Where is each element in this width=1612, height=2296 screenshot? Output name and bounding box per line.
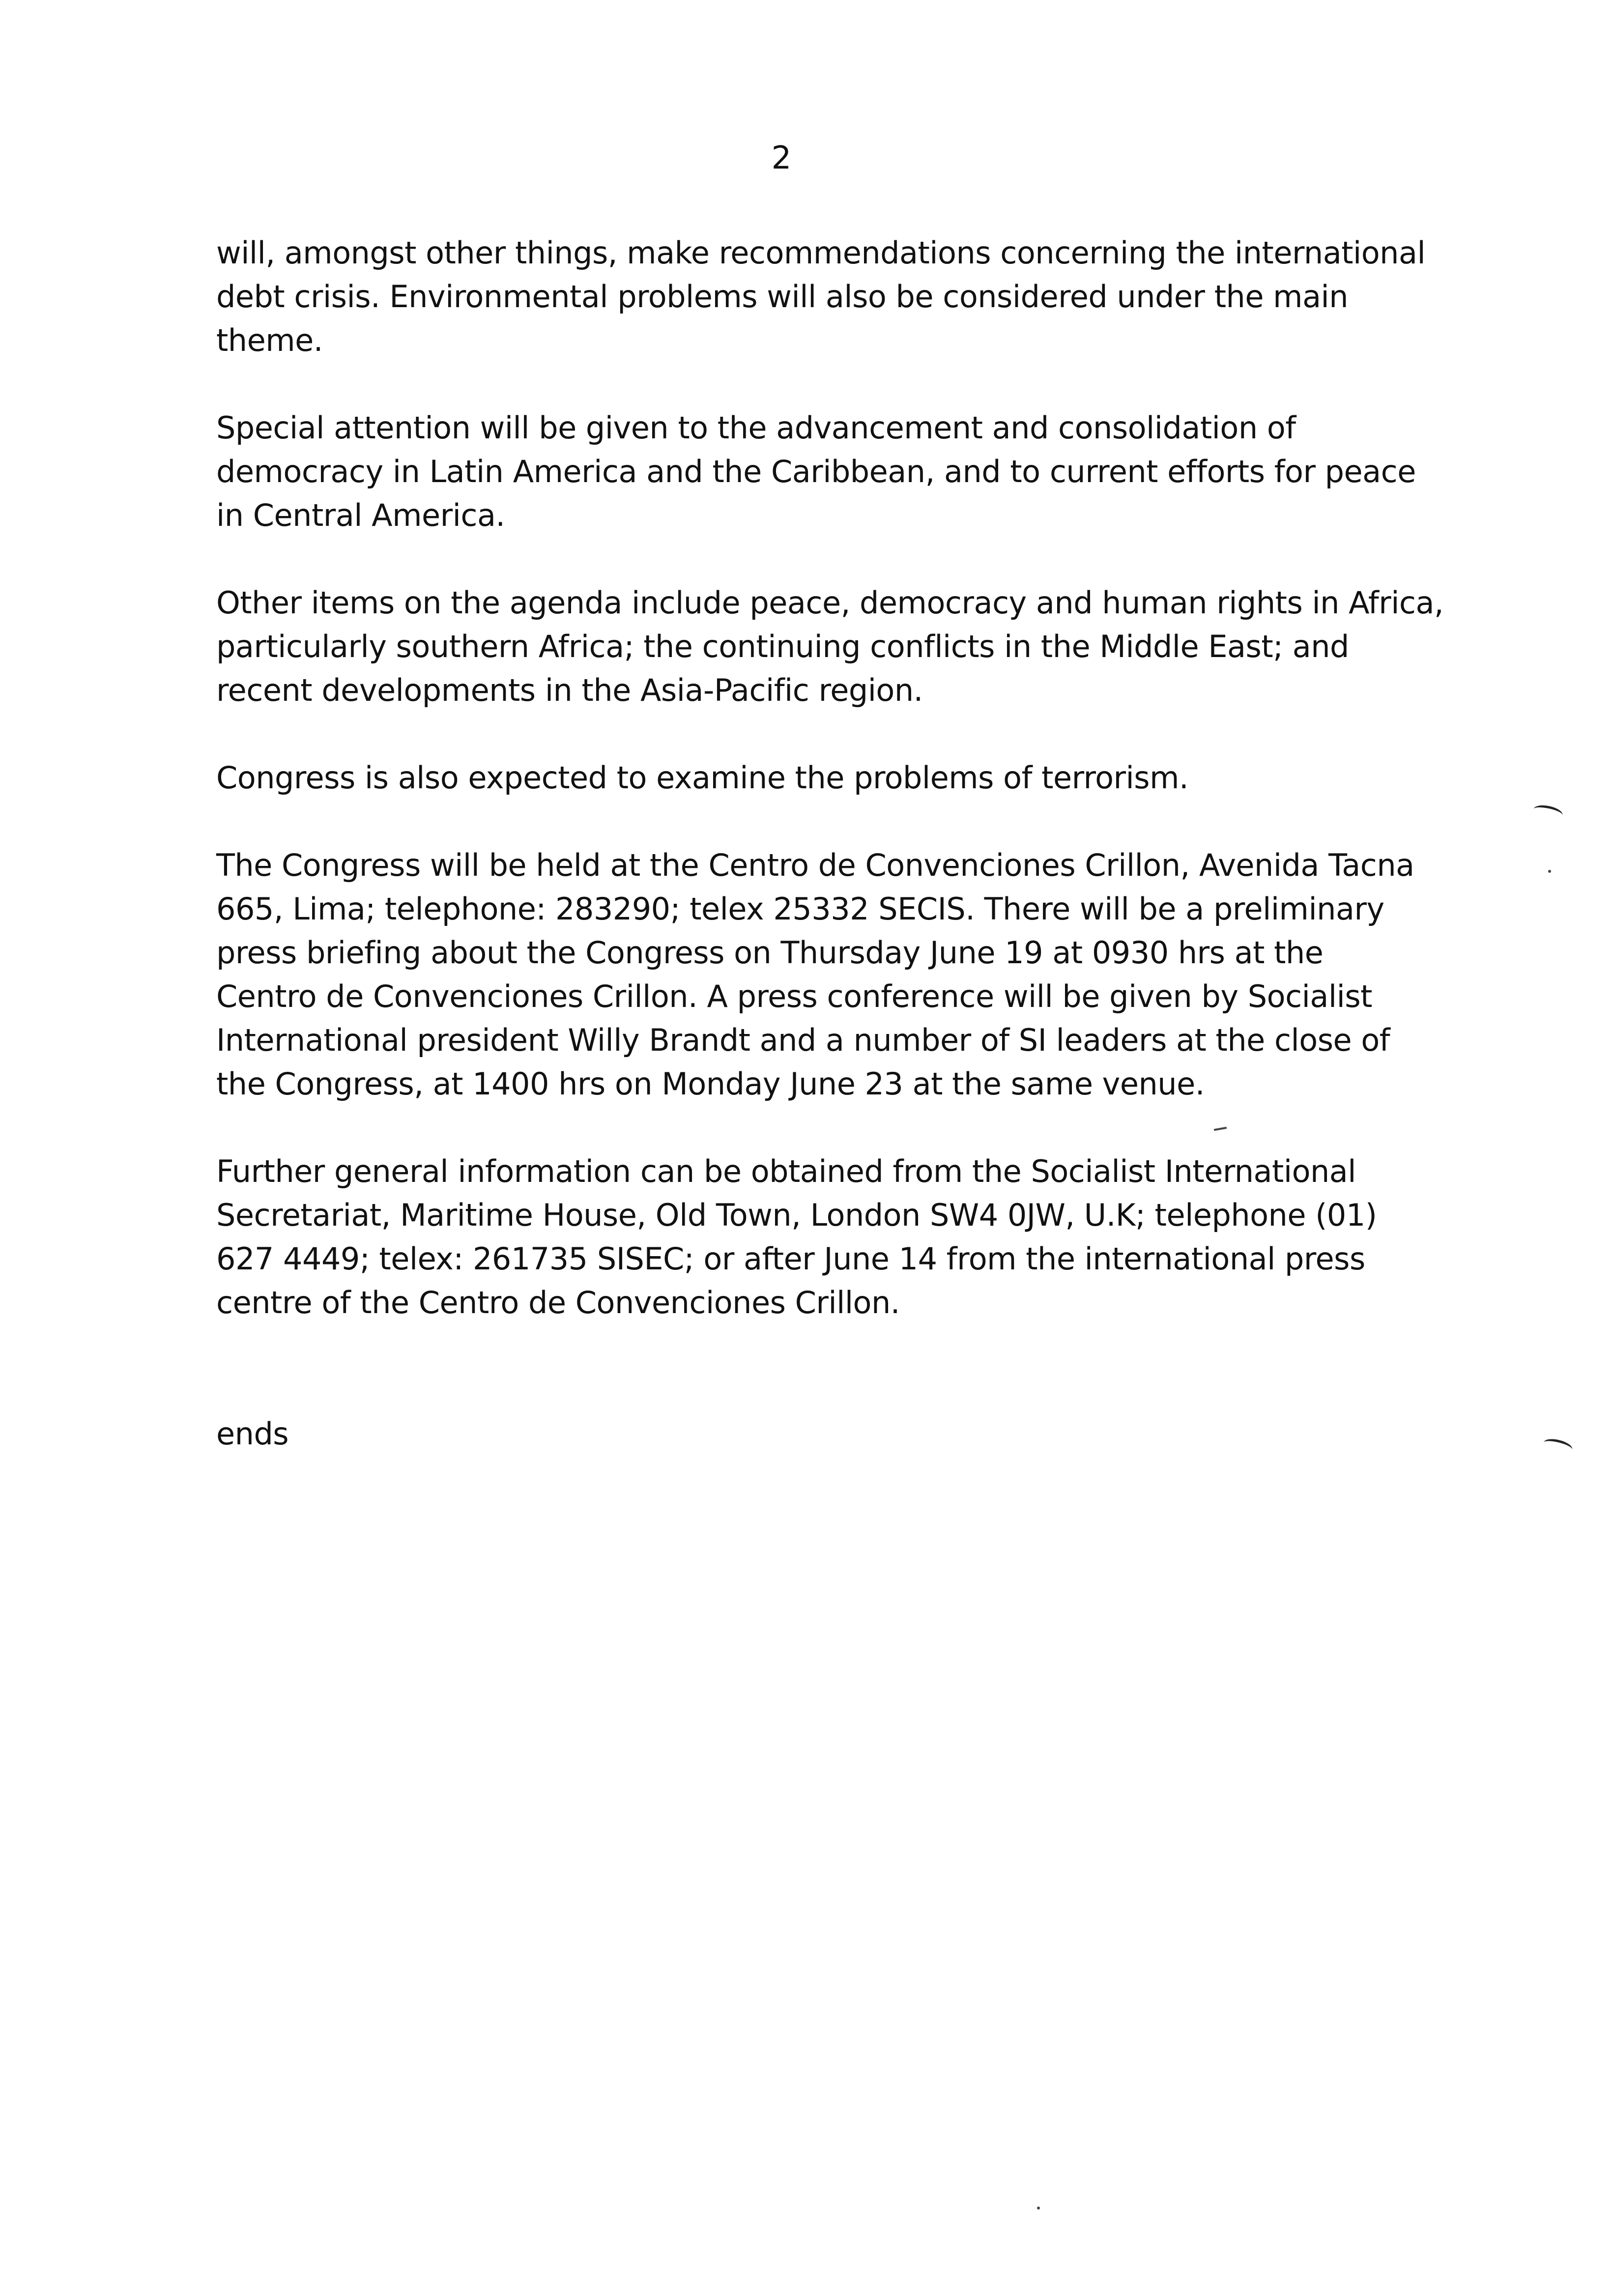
document-body bbox=[216, 231, 1474, 1499]
paragraph-terrorism bbox=[216, 756, 1474, 800]
text-line: Congress is also expected to examine the problems of terrorism. bbox=[216, 760, 1189, 796]
paragraph-venue bbox=[216, 843, 1474, 1106]
scan-mark bbox=[1542, 1436, 1574, 1456]
text-line: debt crisis. Environmental problems will also be considered under the main bbox=[216, 279, 1349, 315]
text-line: press briefing about the Congress on Thursday June 19 at 0930 hrs at the bbox=[216, 935, 1324, 971]
text-line: particularly southern Africa; the continuing conflicts in the Middle East; and bbox=[216, 629, 1349, 664]
scan-speck bbox=[1548, 870, 1551, 873]
text-line: will, amongst other things, make recommendations concerning the international bbox=[216, 235, 1426, 271]
text-line: Secretariat, Maritime House, Old Town, London SW4 0JW, U.K; telephone (01) bbox=[216, 1197, 1377, 1233]
text-line: centre of the Centro de Convenciones Crillon. bbox=[216, 1285, 900, 1320]
paragraph-other-items bbox=[216, 581, 1474, 712]
text-line: the Congress, at 1400 hrs on Monday June 23 at the same venue. bbox=[216, 1066, 1205, 1102]
paragraph-further-information bbox=[216, 1149, 1474, 1324]
text-line: International president Willy Brandt and a number of SI leaders at the close of bbox=[216, 1022, 1390, 1058]
text-line: The Congress will be held at the Centro de Convenciones Crillon, Avenida Tacna bbox=[216, 847, 1414, 883]
text-line: 627 4449; telex: 261735 SISEC; or after June 14 from the international press bbox=[216, 1241, 1365, 1277]
text-line: in Central America. bbox=[216, 497, 505, 533]
text-line: Other items on the agenda include peace, democracy and human rights in Africa, bbox=[216, 585, 1444, 621]
text-line: theme. bbox=[216, 322, 323, 358]
text-line: recent developments in the Asia-Pacific region. bbox=[216, 672, 923, 708]
page-number: 2 bbox=[771, 140, 792, 176]
text-line: Centro de Convenciones Crillon. A press conference will be given by Socialist bbox=[216, 978, 1372, 1014]
text-line: Special attention will be given to the advancement and consolidation of bbox=[216, 410, 1296, 446]
scan-mark bbox=[1532, 803, 1564, 821]
scan-speck bbox=[1037, 2207, 1040, 2210]
paragraph-debt-environment bbox=[216, 231, 1474, 362]
text-line: 665, Lima; telephone: 283290; telex 25332 SECIS. There will be a preliminary bbox=[216, 891, 1384, 927]
ends-marker: ends bbox=[216, 1416, 289, 1452]
text-line: Further general information can be obtained from the Socialist International bbox=[216, 1153, 1356, 1189]
paragraph-latin-america bbox=[216, 406, 1474, 537]
text-line: democracy in Latin America and the Caribbean, and to current efforts for peace bbox=[216, 454, 1416, 489]
